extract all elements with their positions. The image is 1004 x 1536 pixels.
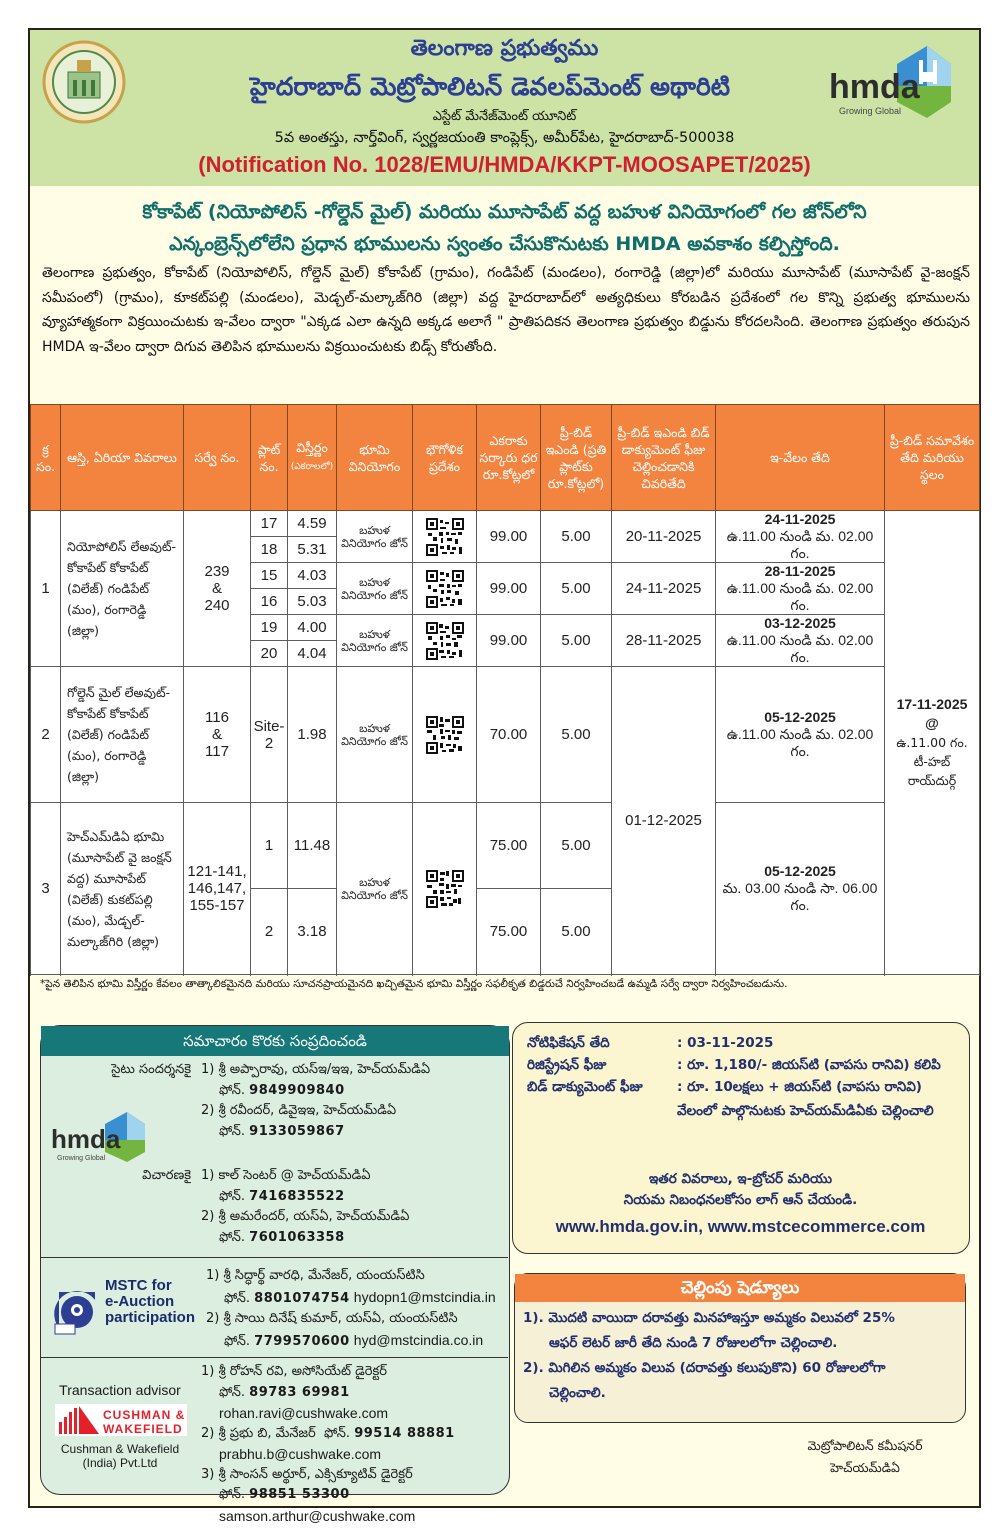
cell-property: హెచ్ఎమ్‌డిఏ భూమి (మూసాపేట్ వై జంక్షన్ వద్ద) మూసాపేట్ (విలేజ్) కుకట్‌పల్లి (మం), మేడ్చల్- మల్కాజ్‌గిరి (జిల్లా): [61, 803, 184, 975]
footnote: *పైన తెలిపిన భూమి విస్తీర్ణం కేవలం తాత్కాలికమైనది మరియు సూచనప్రాయమైనది ఖచ్చితమైన భూమి విస్తీర్ణం సఫలీకృత బిడ్డరుచే నిర్వహించబడే ఉమ్మడి సర్వే ద్వారా నిర్వహించబడును.: [40, 978, 788, 990]
mstc-logo-icon: [53, 1288, 101, 1336]
col-prebid-meeting: ప్రీ-బిడ్ సమావేశం తేది మరియు స్థలం: [885, 405, 980, 511]
cell-extent: 1.98: [288, 667, 337, 803]
enquiry-label: విచారణకై: [142, 1168, 191, 1183]
contact-phone[interactable]: 9133059867: [249, 1123, 345, 1139]
intro-title-line1: కోకాపేట్ (నియోపోలిస్ -గోల్డెన్ మైల్) మరియు మూసాపేట్ వద్ద బహుళ వినియోగంలో గల జోన్‌లోని: [142, 201, 867, 223]
header-banner: [30, 30, 979, 186]
signatory-title: మెట్రోపాలిటన్ కమీషనర్: [807, 1438, 923, 1453]
cell-auction-date: [716, 511, 885, 563]
phone-label: ఫోన్.: [224, 1290, 251, 1306]
qr-code-icon[interactable]: [425, 569, 465, 609]
cell-auction-date: [716, 563, 885, 615]
cell-plot: 19: [251, 615, 288, 641]
cell-auction-date: [716, 803, 885, 975]
col-doc-fee-date: ప్రీ-బిడ్ ఇఎండి బిడ్ డాక్యుమెంట్ ఫీజు చెల్లించడానికి చివరితేది: [612, 405, 716, 511]
cell-location[interactable]: [413, 667, 477, 803]
phone-label: ఫోన్.: [219, 1229, 246, 1245]
hmda-logo-text: hmda: [51, 1124, 121, 1154]
survey-part: 155-157: [189, 897, 245, 914]
phone-label: ఫోన్.: [224, 1333, 251, 1349]
cell-extent: 11.48: [288, 803, 337, 889]
contact-name: 1) శ్రీ సిద్ధార్థ్ వారధి, మేనేజర్, యంయస్‌టిసి: [206, 1268, 425, 1283]
contact-phone-line: [201, 1187, 506, 1208]
cell-location[interactable]: [413, 563, 477, 615]
notification-page: [28, 28, 981, 1524]
advisor-company: [55, 1442, 185, 1470]
cell-auction-date: [716, 667, 885, 803]
prebid-venue-2: రాయ్‌దుర్గ్: [907, 773, 957, 788]
cell-land-use: బహుళ వినియోగం జోన్: [337, 803, 413, 975]
cell-land-use: బహుళ వినియోగం జోన్: [337, 667, 413, 803]
advisor-company-line: (India) Pvt.Ltd: [82, 1456, 158, 1470]
contact-phone[interactable]: 89783 69981: [249, 1384, 350, 1400]
contact-phone[interactable]: 8801074754: [254, 1290, 350, 1306]
auction-time: ఉ.11.00 నుండి మ. 02.00 గం.: [726, 580, 874, 613]
info-value: : రూ. 10లక్షలు + జియస్‌టి (వాపసు రానివి) వేలంలో పాల్గొనుటకు హెచ్‌యమ్‌డిఏకు చెల్లించాలి: [677, 1079, 934, 1119]
mstc-label-line: MSTC for: [105, 1277, 172, 1294]
cell-upset-price: 75.00: [477, 889, 541, 975]
info-footer: [513, 1169, 968, 1211]
contact-phone[interactable]: 98851 53300: [249, 1487, 350, 1502]
advisor-section: [41, 1360, 508, 1524]
auction-time: ఉ.11.00 నుండి మ. 02.00 గం.: [726, 632, 874, 665]
contact-name: 1) శ్రీ రోహన్ రవి, అసోసియేట్ డైరెక్టర్: [201, 1364, 387, 1379]
survey-part: 239: [204, 563, 230, 580]
cell-plot: 15: [251, 563, 288, 589]
col-extent-label: విస్తీర్ణం: [296, 440, 328, 455]
contact-title: సమాచారం కొరకు సంప్రదించండి: [41, 1026, 509, 1056]
qr-code-icon[interactable]: [425, 869, 465, 909]
mstc-label: [105, 1278, 195, 1326]
payment-item-2: 2). మిగిలిన అమ్మకం విలువ (దరావత్తు కలుపుకొని) 60 రోజులలోగా: [523, 1360, 886, 1376]
cell-emd: 5.00: [541, 511, 612, 563]
mstc-section: [41, 1260, 508, 1358]
qr-code-icon[interactable]: [425, 715, 465, 755]
site-visit-label: సైటు సందర్శనకై: [111, 1062, 191, 1077]
table-row: [31, 803, 980, 889]
auction-date: 05-12-2025: [764, 863, 836, 879]
col-upset-price: ఎకరాకు సర్కారు ధర రూ.కోట్లలో: [477, 405, 541, 511]
table-row: [31, 511, 980, 537]
cell-survey: [184, 803, 251, 975]
hmda-logo-tagline: Growing Global: [57, 1155, 106, 1162]
cell-sno: 1: [31, 511, 61, 667]
hmda-logo-tagline: Growing Global: [839, 106, 902, 116]
signatory-org: హెచ్‌యమ్‌డిఏ: [830, 1460, 900, 1475]
cell-land-use: బహుళ వినియోగం జోన్: [337, 563, 413, 615]
contact-phone-line: [206, 1330, 511, 1353]
intro-title: [30, 196, 979, 260]
advisor-company-line: Cushman & Wakefield: [60, 1442, 180, 1456]
cell-plot: 1: [251, 803, 288, 889]
contact-email[interactable]: samson.arthur@cushwake.com: [219, 1507, 416, 1524]
table-header-row: [31, 405, 980, 511]
cell-survey: [184, 511, 251, 667]
cell-sno: 2: [31, 667, 61, 803]
cell-emd: 5.00: [541, 803, 612, 889]
cell-plot: Site-2: [251, 667, 288, 803]
hmda-logo-icon: [51, 1110, 151, 1164]
qr-code-icon[interactable]: [425, 621, 465, 661]
payment-item-2-cont: చెల్లించాలి.: [549, 1385, 606, 1401]
col-location: భౌగోళిక ప్రదేశం: [413, 405, 477, 511]
cell-property: నియోపోలిస్ లేఅవుట్-కోకాపేట్ కోకాపేట్ (విలేజ్) గండిపేట్ (మం), రంగారెడ్డి (జిల్లా): [61, 511, 184, 667]
info-footer-line: నియమ నిబంధనలకోసం లాగ్ ఆన్ చేయండి.: [623, 1192, 858, 1208]
cell-auction-date: [716, 615, 885, 667]
contact-phone-line: [201, 1383, 506, 1404]
contact-name: 2) శ్రీ సాయి దినేష్ కుమార్, యస్ఏ, యంయస్‌టిసి: [206, 1311, 458, 1326]
col-auction-date: ఇ-వేలం తేది: [716, 405, 885, 511]
site-visit-contacts: [201, 1060, 506, 1142]
cell-doc-fee-date: 20-11-2025: [612, 511, 716, 563]
col-extent: [288, 405, 337, 511]
payment-schedule-list: [515, 1302, 965, 1410]
cell-upset-price: 70.00: [477, 667, 541, 803]
cell-doc-fee-date: 24-11-2025: [612, 563, 716, 615]
cell-emd: 5.00: [541, 667, 612, 803]
land-parcels-table: [30, 404, 980, 975]
signature-block: [790, 1435, 940, 1479]
mstc-contacts: [206, 1266, 511, 1352]
contact-phone-line: [201, 1122, 506, 1143]
phone-label: ఫోన్.: [219, 1082, 246, 1098]
auction-date: 24-11-2025: [764, 511, 836, 527]
cell-extent: 4.00: [288, 615, 337, 641]
contact-phone-line: [201, 1081, 506, 1102]
info-key: బిడ్ డాక్యుమెంట్ ఫీజు: [527, 1079, 643, 1095]
office-address: 5వ అంతస్తు, నార్త్‌వింగ్, స్వర్ణజయంతి కాంప్లెక్స్, అమీర్‌పేట, హైదరాబాద్-500038: [274, 130, 735, 146]
govt-title: తెలంగాణ ప్రభుత్వము: [410, 36, 599, 61]
survey-part: &: [211, 726, 222, 743]
qr-code-icon[interactable]: [425, 517, 465, 557]
payment-schedule-title: చెల్లింపు షెడ్యూలు: [515, 1274, 965, 1302]
contact-phone[interactable]: 7416835522: [249, 1188, 345, 1204]
cell-plot: 18: [251, 537, 288, 563]
cell-doc-fee-date: 28-11-2025: [612, 615, 716, 667]
auction-time: మ. 03.00 నుండి సా. 06.00 గం.: [722, 880, 878, 913]
prebid-venue-1: టీ-హబ్: [913, 754, 951, 769]
contact-email[interactable]: hyd@mstcindia.co.in: [353, 1331, 484, 1348]
contact-name: 2) శ్రీ ప్రభు బి, మేనేజర్: [201, 1425, 316, 1441]
col-emd: ప్రీ-బిడ్ ఇఎండి (ప్రతి ప్లాట్‌కు రూ.కోట్లలో): [541, 405, 612, 511]
mstc-label-line: e-Auction: [105, 1293, 175, 1310]
mstc-label-line: participation: [105, 1309, 196, 1326]
contact-phone[interactable]: 9849909840: [249, 1082, 345, 1098]
prebid-date: 17-11-2025: [896, 696, 968, 712]
contact-phone[interactable]: 7799570600: [254, 1333, 350, 1349]
cell-prebid-meeting: [885, 511, 980, 975]
contact-phone-line: [201, 1228, 506, 1249]
col-plot: ప్లాట్ నం.: [251, 405, 288, 511]
intro-title-line2: ఎన్కంబ్రెన్స్‌లోలేని ప్రధాన భూములను స్వంతం చేసుకొనుటకు HMDA అవకాశం కల్పిస్తోంది.: [169, 233, 840, 255]
cell-plot: 2: [251, 889, 288, 975]
cell-emd: 5.00: [541, 563, 612, 615]
key-info-box: [512, 1022, 970, 1254]
contact-name: 2) శ్రీ రవీందర్, డివైఇఇ, హెచ్‌యమ్‌డిఏ: [201, 1103, 397, 1118]
cell-emd: 5.00: [541, 889, 612, 975]
cell-upset-price: 99.00: [477, 563, 541, 615]
contact-email[interactable]: rohan.ravi@cushwake.com: [219, 1405, 389, 1421]
phone-label: ఫోన్.: [219, 1188, 246, 1204]
contact-name: 3) శ్రీ సాంసన్ అర్థూర్, ఎక్సిక్యూటివ్ డైరెక్టర్: [201, 1466, 413, 1482]
cw-logo-line2: WAKEFIELD: [103, 1422, 183, 1436]
cell-upset-price: 99.00: [477, 511, 541, 563]
prebid-at: @: [925, 715, 939, 731]
cell-location[interactable]: [413, 803, 477, 975]
cell-upset-price: 99.00: [477, 615, 541, 667]
contact-phone-line: [206, 1287, 511, 1310]
advisor-contacts: [201, 1362, 506, 1526]
col-property: ఆస్తి, ఏరియా వివరాలు: [61, 405, 184, 511]
auction-date: 05-12-2025: [764, 709, 836, 725]
cell-extent: 3.18: [288, 889, 337, 975]
auction-date: 03-12-2025: [764, 615, 836, 631]
info-key: రిజిస్ట్రేషన్ ఫీజు: [527, 1057, 607, 1073]
cell-land-use: బహుళ వినియోగం జోన్: [337, 615, 413, 667]
contact-phone-line: [201, 1485, 506, 1506]
contact-phone[interactable]: 99514 88881: [354, 1425, 455, 1441]
survey-part: 116: [205, 709, 229, 726]
cell-extent: 5.31: [288, 537, 337, 563]
auction-time: ఉ.11.00 నుండి మ. 02.00 గం.: [726, 726, 874, 759]
cell-extent: 4.59: [288, 511, 337, 537]
website-links[interactable]: www.hmda.gov.in, www.mstcecommerce.com: [555, 1217, 926, 1236]
contact-name: 1) కాల్ సెంటర్ @ హెచ్‌యమ్‌డిఏ: [201, 1168, 371, 1183]
enquiry-contacts: [201, 1166, 506, 1248]
auction-time: ఉ.11.00 నుండి మ. 02.00 గం.: [726, 528, 874, 561]
cell-plot: 20: [251, 641, 288, 667]
hmda-contacts-section: [41, 1058, 508, 1258]
contact-email[interactable]: hydopn1@mstcindia.in: [353, 1288, 496, 1305]
payment-item-1: 1). మొదటి వాయిదా దరావత్తు మినహాఇస్తూ అమ్మకం విలువలో 25%: [523, 1310, 895, 1326]
cell-location[interactable]: [413, 511, 477, 563]
cell-extent: 5.03: [288, 589, 337, 615]
cell-extent: 4.03: [288, 563, 337, 589]
col-survey: సర్వే నం.: [184, 405, 251, 511]
survey-part: 240: [204, 597, 230, 614]
info-footer-line: ఇతర వివరాలు, ఇ-బ్రోచర్ మరియు: [648, 1171, 832, 1187]
cell-land-use: బహుళ వినియోగం జోన్: [337, 511, 413, 563]
prebid-time: ఉ.11.00 గం.: [896, 735, 968, 750]
unit-name: ఎస్టేట్ మేనేజ్‌మెంట్ యూనిట్: [432, 109, 577, 124]
contact-phone[interactable]: 7601063358: [249, 1229, 345, 1245]
hmda-logo-text: hmda: [829, 68, 920, 106]
col-sno: క్ర సం.: [31, 405, 61, 511]
cushman-wakefield-logo-icon: [55, 1404, 187, 1436]
cell-plot: 17: [251, 511, 288, 537]
contact-name: 1) శ్రీ అప్పారావు, యస్ఇ/ఇఇ, హెచ్‌యమ్‌డిఏ: [201, 1062, 431, 1077]
payment-schedule-box: [514, 1273, 966, 1423]
cell-property: గోల్డెన్ మైల్ లేఅవుట్-కోకాపేట్ కోకాపేట్ (విలేజ్) గండిపేట్ (మం), రంగారెడ్డి (జిల్లా): [61, 667, 184, 803]
phone-label: ఫోన్.: [324, 1425, 351, 1441]
intro-paragraph: తెలంగాణ ప్రభుత్వం, కోకాపేట్ (నియోపోలిస్, గోల్డెన్ మైల్) కోకాపేట్ (గ్రామం), గండిపేట్ (మండలం), రంగారెడ్డి (జిల్లా)లో మరియు మూసాపేట్ (మూసాపేట్ వై-జంక్షన్ సమీపంలో) (గ్రామం), కూకట్‌పల్లి (మండలం), మెడ్చల్-మల్కాజ్‌గిరి (జిల్లా) వద్ద హైదరాబాద్‌లో అత్యధికులు కోరబడిన ప్రదేశంలో గల కొన్ని ప్రభుత్వ భూములను వ్యూహాత్మకంగా విక్రయించుటకు ఇ-వేలం ద్వారా "ఎక్కడ ఎలా ఉన్నది అక్కడ అలాగే " ప్రాతిపదికన తెలంగాణ ప్రభుత్వం బిడ్డును కోరదలసింది. తెలంగాణ ప్రభుత్వం తరుపున HMDA ఇ-వేలం ద్వారా దిగువ తెలిపిన భూములను విక్రయించుటకు బిడ్స్ కోరుతోంది.: [42, 265, 970, 355]
phone-label: ఫోన్.: [219, 1487, 246, 1502]
hmda-full-name: హైదరాబాద్ మెట్రోపాలిటన్ డెవలప్‌మెంట్ అథారిటి: [249, 72, 731, 101]
contact-box: [40, 1025, 510, 1524]
col-extent-unit: (ఎకరాలలో): [290, 462, 334, 472]
cell-upset-price: 75.00: [477, 803, 541, 889]
phone-label: ఫోన్.: [219, 1123, 246, 1139]
info-value: : 03-11-2025: [677, 1035, 774, 1051]
auction-date: 28-11-2025: [764, 563, 836, 579]
survey-part: &: [211, 580, 222, 597]
cell-survey: [184, 667, 251, 803]
survey-part: 146,147,: [187, 880, 247, 897]
cell-doc-fee-date: 01-12-2025: [612, 667, 716, 975]
notification-number: (Notification No. 1028/EMU/HMDA/KKPT-MOOSAPET/2025): [198, 152, 811, 177]
cell-extent: 4.04: [288, 641, 337, 667]
cw-logo-line1: CUSHMAN &: [103, 1408, 186, 1422]
cell-sno: 3: [31, 803, 61, 975]
advisor-label: Transaction advisor: [59, 1382, 181, 1398]
cell-location[interactable]: [413, 615, 477, 667]
phone-label: ఫోన్.: [219, 1384, 246, 1400]
survey-part: 117: [205, 743, 229, 760]
contact-name: 2) శ్రీ అమరేందర్, యస్ఏ, హెచ్‌యమ్‌డిఏ: [201, 1209, 410, 1224]
info-value: : రూ. 1,180/- జియస్‌టి (వాపసు రానివి) కలిపి: [677, 1057, 941, 1073]
contact-email[interactable]: prabhu.b@cushwake.com: [219, 1446, 382, 1462]
survey-part: 121-141,: [187, 863, 247, 880]
hmda-logo-icon: [827, 42, 957, 122]
cell-emd: 5.00: [541, 615, 612, 667]
table-row: [31, 667, 980, 803]
payment-item-1-cont: ఆఫర్ లెటర్ జారీ తేది నుండి 7 రోజులలోగా చెల్లించాలి.: [549, 1335, 838, 1351]
info-key: నోటిఫికేషన్ తేది: [527, 1035, 610, 1051]
col-land-use: భూమి వినియోగం: [337, 405, 413, 511]
cell-plot: 16: [251, 589, 288, 615]
